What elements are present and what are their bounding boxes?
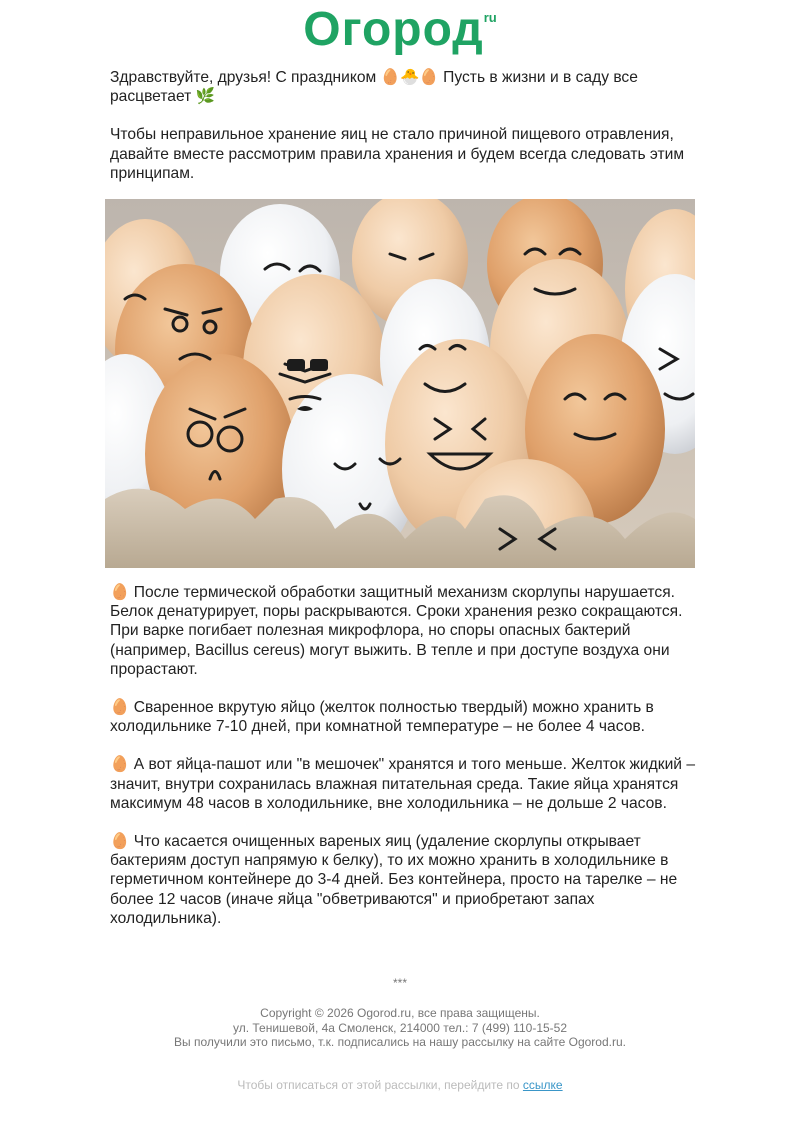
unsubscribe-link[interactable]: ссылке [522, 1078, 563, 1092]
eggs-photo-icon [105, 199, 695, 568]
paragraph-heat-treatment: 🥚 После термической обработки защитный механизм скорлупы нарушается. Белок денатурирует, поры раскрываются. Сроки хранения резко сокращаются. При варке погибает полезная микрофлора, но споры опасных бактерий (например, Bacillus cereus) могут выжить. В тепле и при доступе воздуха они прорастают. [110, 584, 683, 678]
intro-block [110, 68, 695, 183]
footer-address: ул. Тенишевой, 4а Смоленск, 214000 тел.: 7 (499) 110-15-52 [232, 1020, 568, 1035]
paragraph-hard-boiled: 🥚 Сваренное вкрутую яйцо (желток полностью твердый) можно хранить в холодильнике 7-10 дней, при комнатной температуре – не более 4 часов. [110, 699, 654, 736]
unsubscribe-text: Чтобы отписаться от этой рассылки, перейдите по [237, 1078, 523, 1092]
unsubscribe-line [0, 1078, 800, 1092]
hero-eggs-photo [105, 199, 695, 568]
footer-copyright: Copyright © 2026 Ogorod.ru, все права защищены. [260, 1006, 540, 1020]
brand-logo[interactable] [0, 3, 800, 56]
footer-note: Вы получили это письмо, т.к. подписались на нашу рассылку на сайте Ogorod.ru. [174, 1035, 626, 1049]
article-body [110, 583, 695, 928]
lead-text: Чтобы неправильное хранение яиц не стало причиной пищевого отравления, давайте вместе рассмотрим правила хранения и будем всегда следовать этим принципам. [110, 126, 685, 182]
paragraph-peeled: 🥚 Что касается очищенных вареных яиц (удаление скорлупы открывает бактериям доступ напрямую к белку), то их можно хранить в холодильнике в герметичном контейнере до 3-4 дней. Без контейнера, просто на тарелке – не более 12 часов (иначе яйца "обветриваются" и приобретают запах холодильника). [110, 833, 678, 927]
paragraph-poached: 🥚 А вот яйца-пашот или "в мешочек" хранятся и того меньше. Желток жидкий – значит, внутри сохранилась влажная питательная среда. Такие яйца хранятся максимум 48 часов в холодильнике, вне холодильника – не дольше 2 часов. [110, 756, 695, 812]
logo-wordmark: Огород [303, 3, 484, 56]
greeting-text: Здравствуйте, друзья! С праздником 🥚🐣🥚 Пусть в жизни и в саду все расцветает 🌿 [110, 69, 638, 106]
footer-separator: *** [392, 976, 407, 990]
logo-suffix: ru [483, 10, 497, 25]
footer [0, 1006, 800, 1050]
